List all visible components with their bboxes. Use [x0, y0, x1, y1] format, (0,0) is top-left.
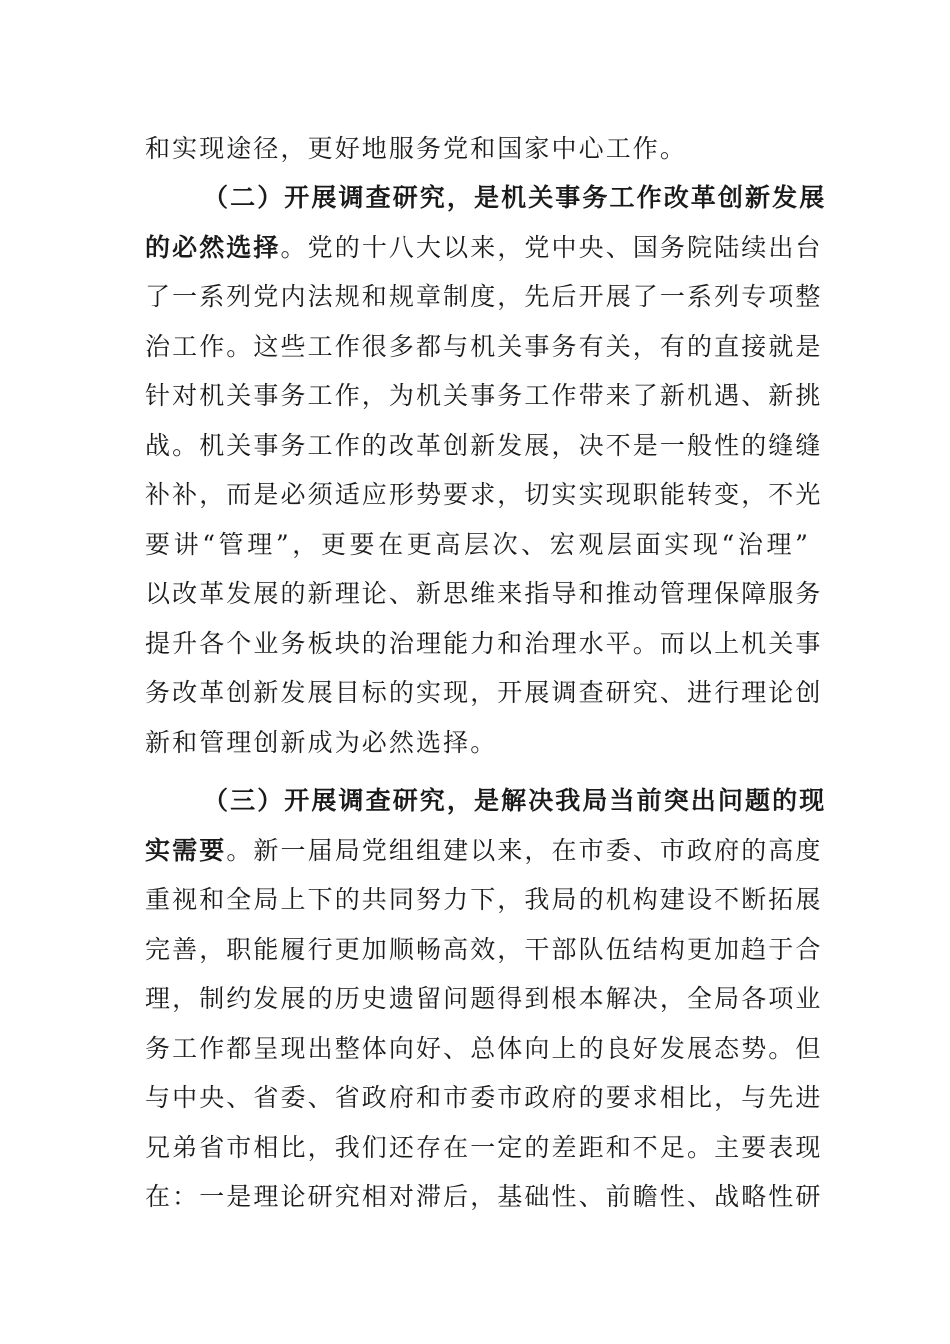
text-line	[145, 1123, 823, 1173]
line-text: 务工作都呈现出整体向好、总体向上的良好发展态势。但	[145, 1033, 823, 1063]
text-line	[145, 124, 810, 174]
section-heading-line	[145, 173, 827, 223]
text-line	[145, 421, 823, 471]
text-line	[145, 322, 823, 372]
section-heading-text: 实需要	[145, 835, 227, 865]
section-heading-text: （三）开展调查研究，是解决我局当前突出问题的现	[203, 786, 827, 815]
line-text: 补补，而是必须适应形势要求，切实实现职能转变，不光	[145, 480, 823, 509]
text-line	[145, 668, 823, 718]
line-text: 要讲“管理”，更要在更高层次、宏观层面实现“治理”	[145, 529, 810, 559]
paragraph-continuation	[145, 124, 810, 174]
text-line	[145, 718, 810, 768]
line-text: 兄弟省市相比，我们还存在一定的差距和不足。主要表现	[145, 1132, 823, 1162]
text-line	[145, 520, 810, 570]
text-line	[145, 925, 823, 975]
text-line	[145, 974, 823, 1024]
line-text: 提升各个业务板块的治理能力和治理水平。而以上机关事	[145, 628, 823, 658]
line-text: 在：一是理论研究相对滞后，基础性、前瞻性、战略性研	[145, 1182, 823, 1211]
paragraph-section-2	[145, 173, 827, 767]
line-text: 完善，职能履行更加顺畅高效，干部队伍结构更加趋于合	[145, 934, 823, 964]
line-text: 治工作。这些工作很多都与机关事务有关，有的直接就是	[145, 331, 823, 361]
line-text: 针对机关事务工作，为机关事务工作带来了新机遇、新挑	[145, 381, 823, 410]
text-line	[145, 1024, 823, 1074]
text-line	[145, 875, 823, 925]
line-text: 与中央、省委、省政府和市委市政府的要求相比，与先进	[145, 1083, 823, 1112]
section-heading-text: （二）开展调查研究，是机关事务工作改革创新发展	[203, 183, 827, 212]
section-heading-line	[145, 776, 827, 826]
line-text: 。新一届局党组组建以来，在市委、市政府的高度	[226, 835, 823, 865]
line-text: 战。机关事务工作的改革创新发展，决不是一般性的缝缝	[145, 430, 823, 460]
text-line	[145, 371, 823, 421]
paragraph-section-3	[145, 776, 827, 1222]
line-text: 以改革发展的新理论、新思维来指导和推动管理保障服务	[145, 579, 823, 608]
line-text: 务改革创新发展目标的实现，开展调查研究、进行理论创	[145, 678, 823, 707]
line-text: 新和管理创新成为必然选择。	[145, 727, 498, 757]
line-text: 理，制约发展的历史遗留问题得到根本解决，全局各项业	[145, 984, 823, 1013]
text-line	[145, 272, 823, 322]
text-line	[145, 619, 823, 669]
text-line	[145, 1172, 823, 1222]
line-text: 重视和全局上下的共同努力下，我局的机构建设不断拓展	[145, 885, 823, 914]
text-line	[145, 826, 823, 876]
text-line	[145, 1073, 823, 1123]
section-heading-text: 的必然选择	[145, 232, 281, 262]
text-line	[145, 223, 823, 273]
text-line	[145, 470, 823, 520]
line-text: 。党的十八大以来，党中央、国务院陆续出台	[280, 232, 823, 262]
text-line	[145, 569, 823, 619]
line-text: 了一系列党内法规和规章制度，先后开展了一系列专项整	[145, 282, 823, 311]
line-text: 和实现途径，更好地服务党和国家中心工作。	[145, 134, 688, 163]
